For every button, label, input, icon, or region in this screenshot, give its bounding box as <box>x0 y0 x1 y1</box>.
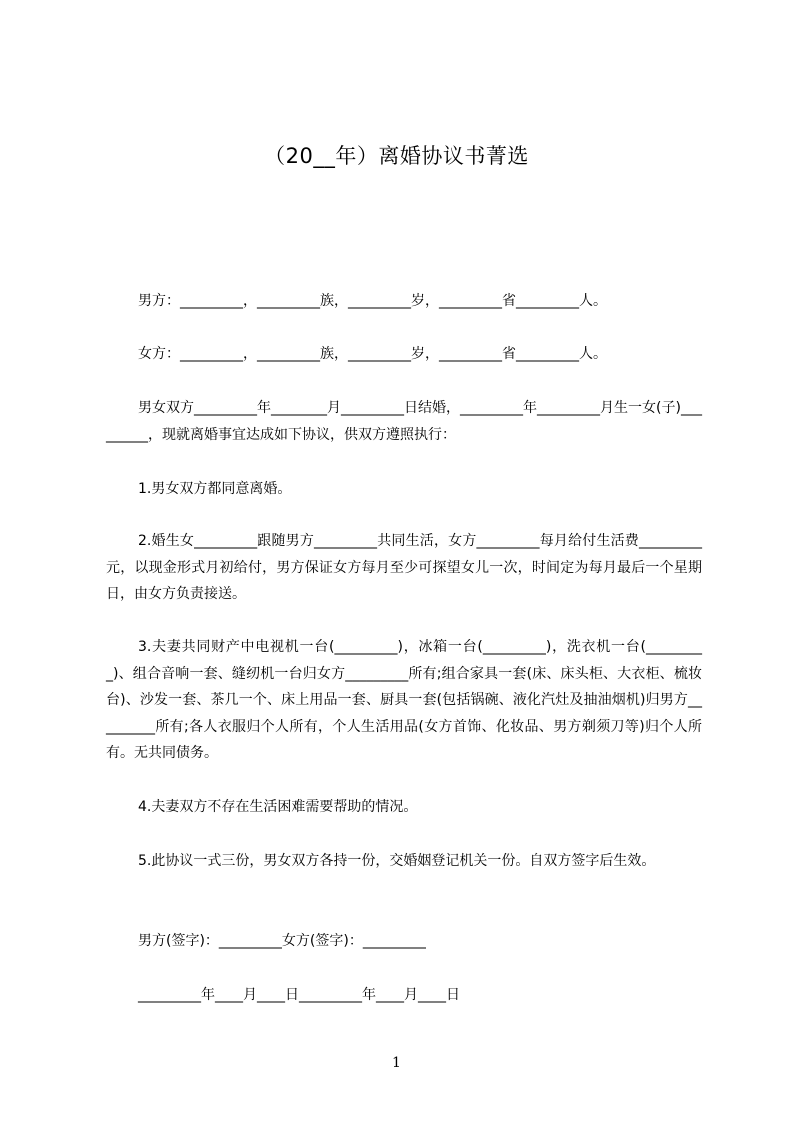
date-line: _________年____月____日_________年____月____日 <box>138 987 460 1003</box>
clause-4: 4.夫妻双方不存在生活困难需要帮助的情况。 <box>138 799 418 815</box>
document-title: （20__年）离婚协议书菁选 <box>264 144 529 168</box>
husband-info-line: 男方：_________，_________族，_________岁，_________省_________人。 <box>138 293 607 309</box>
clause-1: 1.男女双方都同意离婚。 <box>138 481 292 497</box>
clause-5: 5.此协议一式三份，男女双方各持一份，交婚姻登记机关一份。自双方签字后生效。 <box>138 853 656 869</box>
clause-3: 3.夫妻共同财产中电视机一台(_________)，冰箱一台(_________)，洗衣机一台(_________)、组合音响一套、缝纫机一台归女方_________所有;组合家具一套(床、床头柜、大衣柜、梳妆台)、沙发一套、茶几一个、床上用品一套、厨具一套(包括锅碗、液化汽灶及抽油烟机)归男方_________所有;各人衣服归个人所有，个人生活用品(女方首饰、化妆品、男方剃须刀等)归个人所有。无共同债务。 <box>106 639 702 761</box>
page-number: 1 <box>392 1055 401 1071</box>
intro-paragraph: 男女双方_________年________月_________日结婚，_________年_________月生一女(子)_________，现就离婚事宜达成如下协议，供双方遵照执行： <box>106 400 702 443</box>
clause-2: 2.婚生女_________跟随男方_________共同生活，女方_________每月给付生活费_________元，以现金形式月初给付，男方保证女方每月至少可探望女儿一次，时间定为每月最后一个星期日，由女方负责接送。 <box>106 533 702 602</box>
signature-line: 男方(签字)：_________女方(签字)：_________ <box>138 933 426 949</box>
wife-info-line: 女方：_________，_________族，_________岁，_________省_________人。 <box>138 346 607 362</box>
